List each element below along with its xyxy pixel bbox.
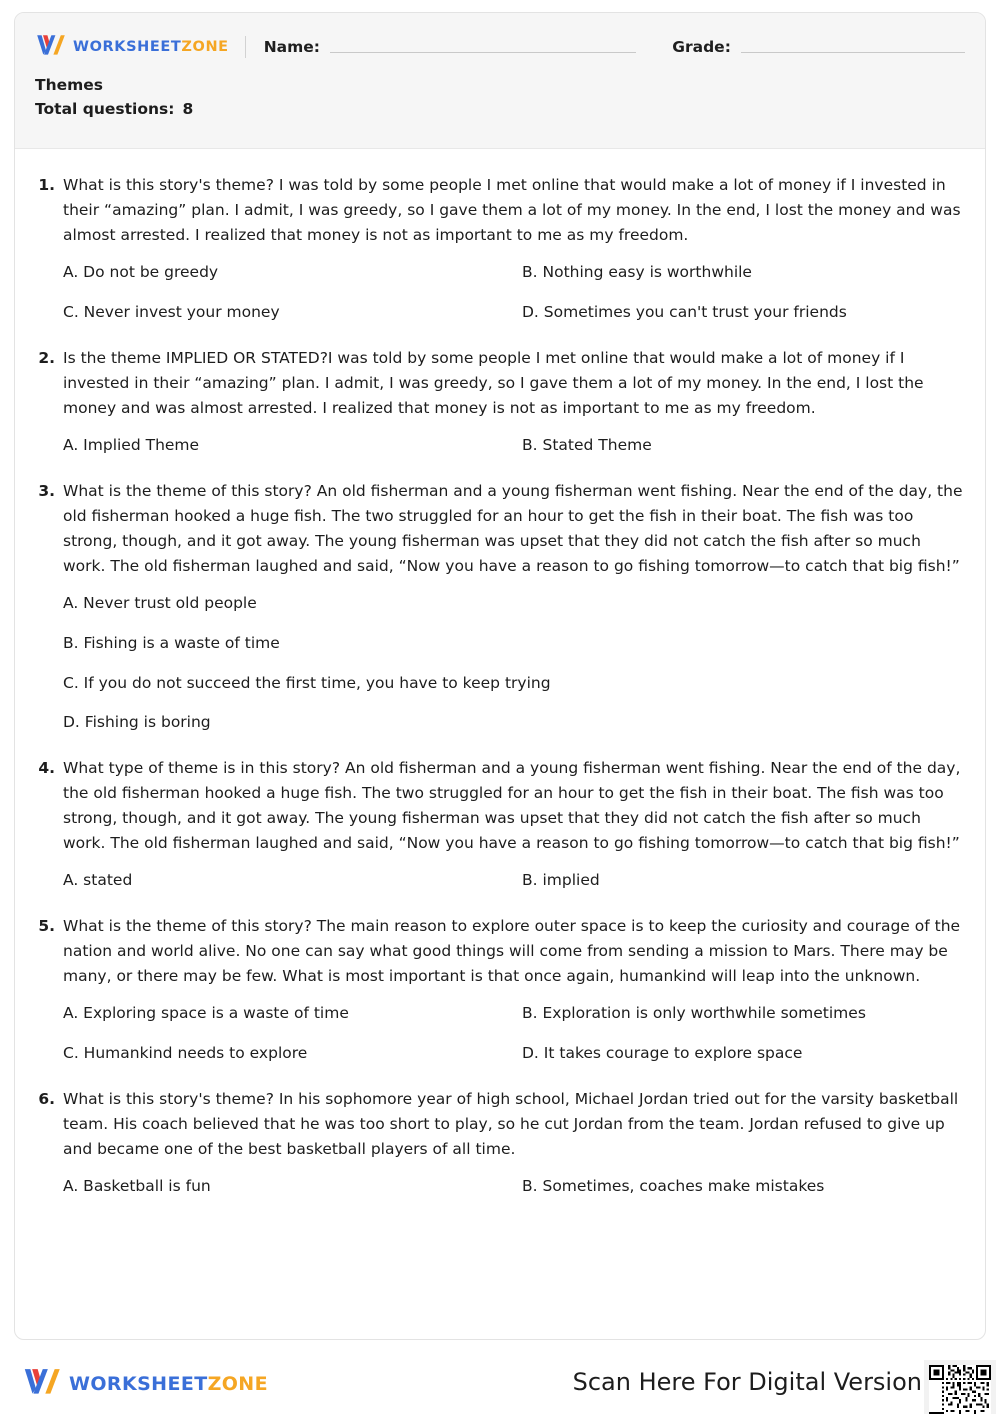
answer-option[interactable]: B. Stated Theme [522,436,652,455]
header-meta [15,63,985,122]
question-text: What is the theme of this story? The main reason to explore outer space is to keep the curiosity and courage of the nation and world alive. No one can say what good things will come from sending a mission to Mars. There may be many, or there may be few. What is most important is that once again, humankind will leap into the unknown. [63,917,961,986]
question-number: 3. [38,481,55,500]
name-field-rule[interactable] [330,52,636,53]
brand-name-part2: ZONE [181,39,229,55]
worksheet-card [14,12,986,1340]
answer-option[interactable]: A. Basketball is fun [63,1177,211,1196]
question-number: 6. [38,1089,55,1108]
question-number: 4. [38,758,55,777]
answer-options [63,1003,963,1064]
name-field[interactable] [264,38,637,57]
header-divider [245,36,246,58]
question-item [37,479,963,734]
brand-logo-text [73,39,229,55]
page-footer [0,1352,1000,1414]
question-number: 2. [38,348,55,367]
header-top-row [15,13,985,63]
answer-option[interactable]: B. Sometimes, coaches make mistakes [522,1177,825,1196]
qr-code-icon[interactable] [924,1360,996,1414]
question-body [63,346,963,457]
answer-option[interactable]: A. stated [63,871,133,890]
answer-option[interactable]: D. It takes courage to explore space [522,1044,803,1063]
footer-brand-logo-text [69,1373,268,1395]
question-text: What is the theme of this story? An old fisherman and a young fisherman went fishing. Near the end of the day, the old fisherman hooked a huge fish. The two struggled for an hour to get the fish in their boat. The fish was too strong, though, and it got away. The young fisherman was upset that they did not catch the fish after so much work. The old fisherman laughed and said, “Now you have a reason to go fishing tomorrow—to catch that big fish!” [63,481,963,576]
question-text: What is this story's theme? In his sophomore year of high school, Michael Jordan tried out for the varsity basketball team. His coach believed that he was too short to play, so he cut Jordan from the team. Jordan refused to give up and became one of the best basketball players of all time. [63,1089,959,1158]
brand-name-part1: WORKSHEET [73,39,182,55]
question-number: 1. [38,176,55,194]
total-questions [35,97,965,122]
question-body [63,914,963,1065]
answer-option[interactable]: B. implied [522,871,600,890]
answer-options [63,435,963,457]
worksheetzone-w-logo-icon [35,33,65,61]
question-body [63,1087,963,1198]
answer-option[interactable]: C. If you do not succeed the first time, you have to keep trying [63,673,551,692]
answer-option[interactable]: D. Fishing is boring [63,713,211,732]
answer-option[interactable]: D. Sometimes you can't trust your friends [522,303,847,322]
footer-brand-name-part1: WORKSHEET [69,1372,208,1395]
answer-options [63,593,963,734]
answer-option[interactable]: B. Exploration is only worthwhile sometimes [522,1004,866,1023]
worksheet-header [15,13,985,149]
answer-option[interactable]: A. Implied Theme [63,436,200,455]
question-body [63,173,963,324]
answer-options [63,1176,963,1198]
worksheet-title: Themes [35,76,104,94]
total-questions-value: 8 [182,100,194,119]
question-item [37,173,963,324]
brand-logo [35,33,229,61]
answer-option[interactable]: C. Humankind needs to explore [63,1044,308,1063]
grade-field[interactable] [672,38,965,57]
question-item [37,756,963,892]
question-text: What type of theme is in this story? An old fisherman and a young fisherman went fishing. Near the end of the day, the old fisherman hooked a huge fish. The two struggled for an hour to get the fish in their boat. The fish was too strong, though, and it got away. The young fisherman was upset that they did not catch the fish after so much work. The old fisherman laughed and said, “Now you have a reason to go fishing tomorrow—to catch that big fish!” [63,758,961,853]
questions-list [15,149,985,1230]
question-number: 5. [38,917,55,936]
question-body [63,756,963,892]
answer-option[interactable]: C. Never invest your money [63,303,280,322]
question-text: What is this story's theme? I was told by some people I met online that would make a lot of money if I invested in their “amazing” plan. I admit, I was greedy, so I gave them a lot of my money. In the end, I lost the money and was almost arrested. I realized that money is not as important to me as my freedom. [63,176,961,245]
answer-option[interactable]: A. Exploring space is a waste of time [63,1004,349,1023]
grade-field-rule[interactable] [741,52,965,53]
answer-option[interactable]: A. Never trust old people [63,594,257,613]
answer-options [63,262,963,323]
answer-options [63,870,963,892]
question-item [37,914,963,1065]
answer-option[interactable]: A. Do not be greedy [63,263,219,282]
answer-option[interactable]: B. Fishing is a waste of time [63,633,280,652]
footer-brand-logo [22,1366,268,1401]
question-body [63,479,963,734]
question-text: Is the theme IMPLIED OR STATED?I was told by some people I met online that would make a lot of money if I invested in their “amazing” plan. I admit, I was greedy, so I gave them a lot of my money. In the end, I lost the money and was almost arrested. I realized that money is not as important to me as my freedom. [63,348,924,417]
question-item [37,346,963,457]
scan-prompt-text: Scan Here For Digital Version [572,1368,922,1396]
grade-field-label: Grade: [672,37,731,56]
worksheetzone-w-logo-icon [22,1366,60,1401]
answer-option[interactable]: B. Nothing easy is worthwhile [522,263,752,282]
footer-brand-name-part2: ZONE [207,1372,268,1395]
question-item [37,1087,963,1198]
name-field-label: Name: [263,37,320,56]
total-questions-label: Total questions: [35,100,175,119]
